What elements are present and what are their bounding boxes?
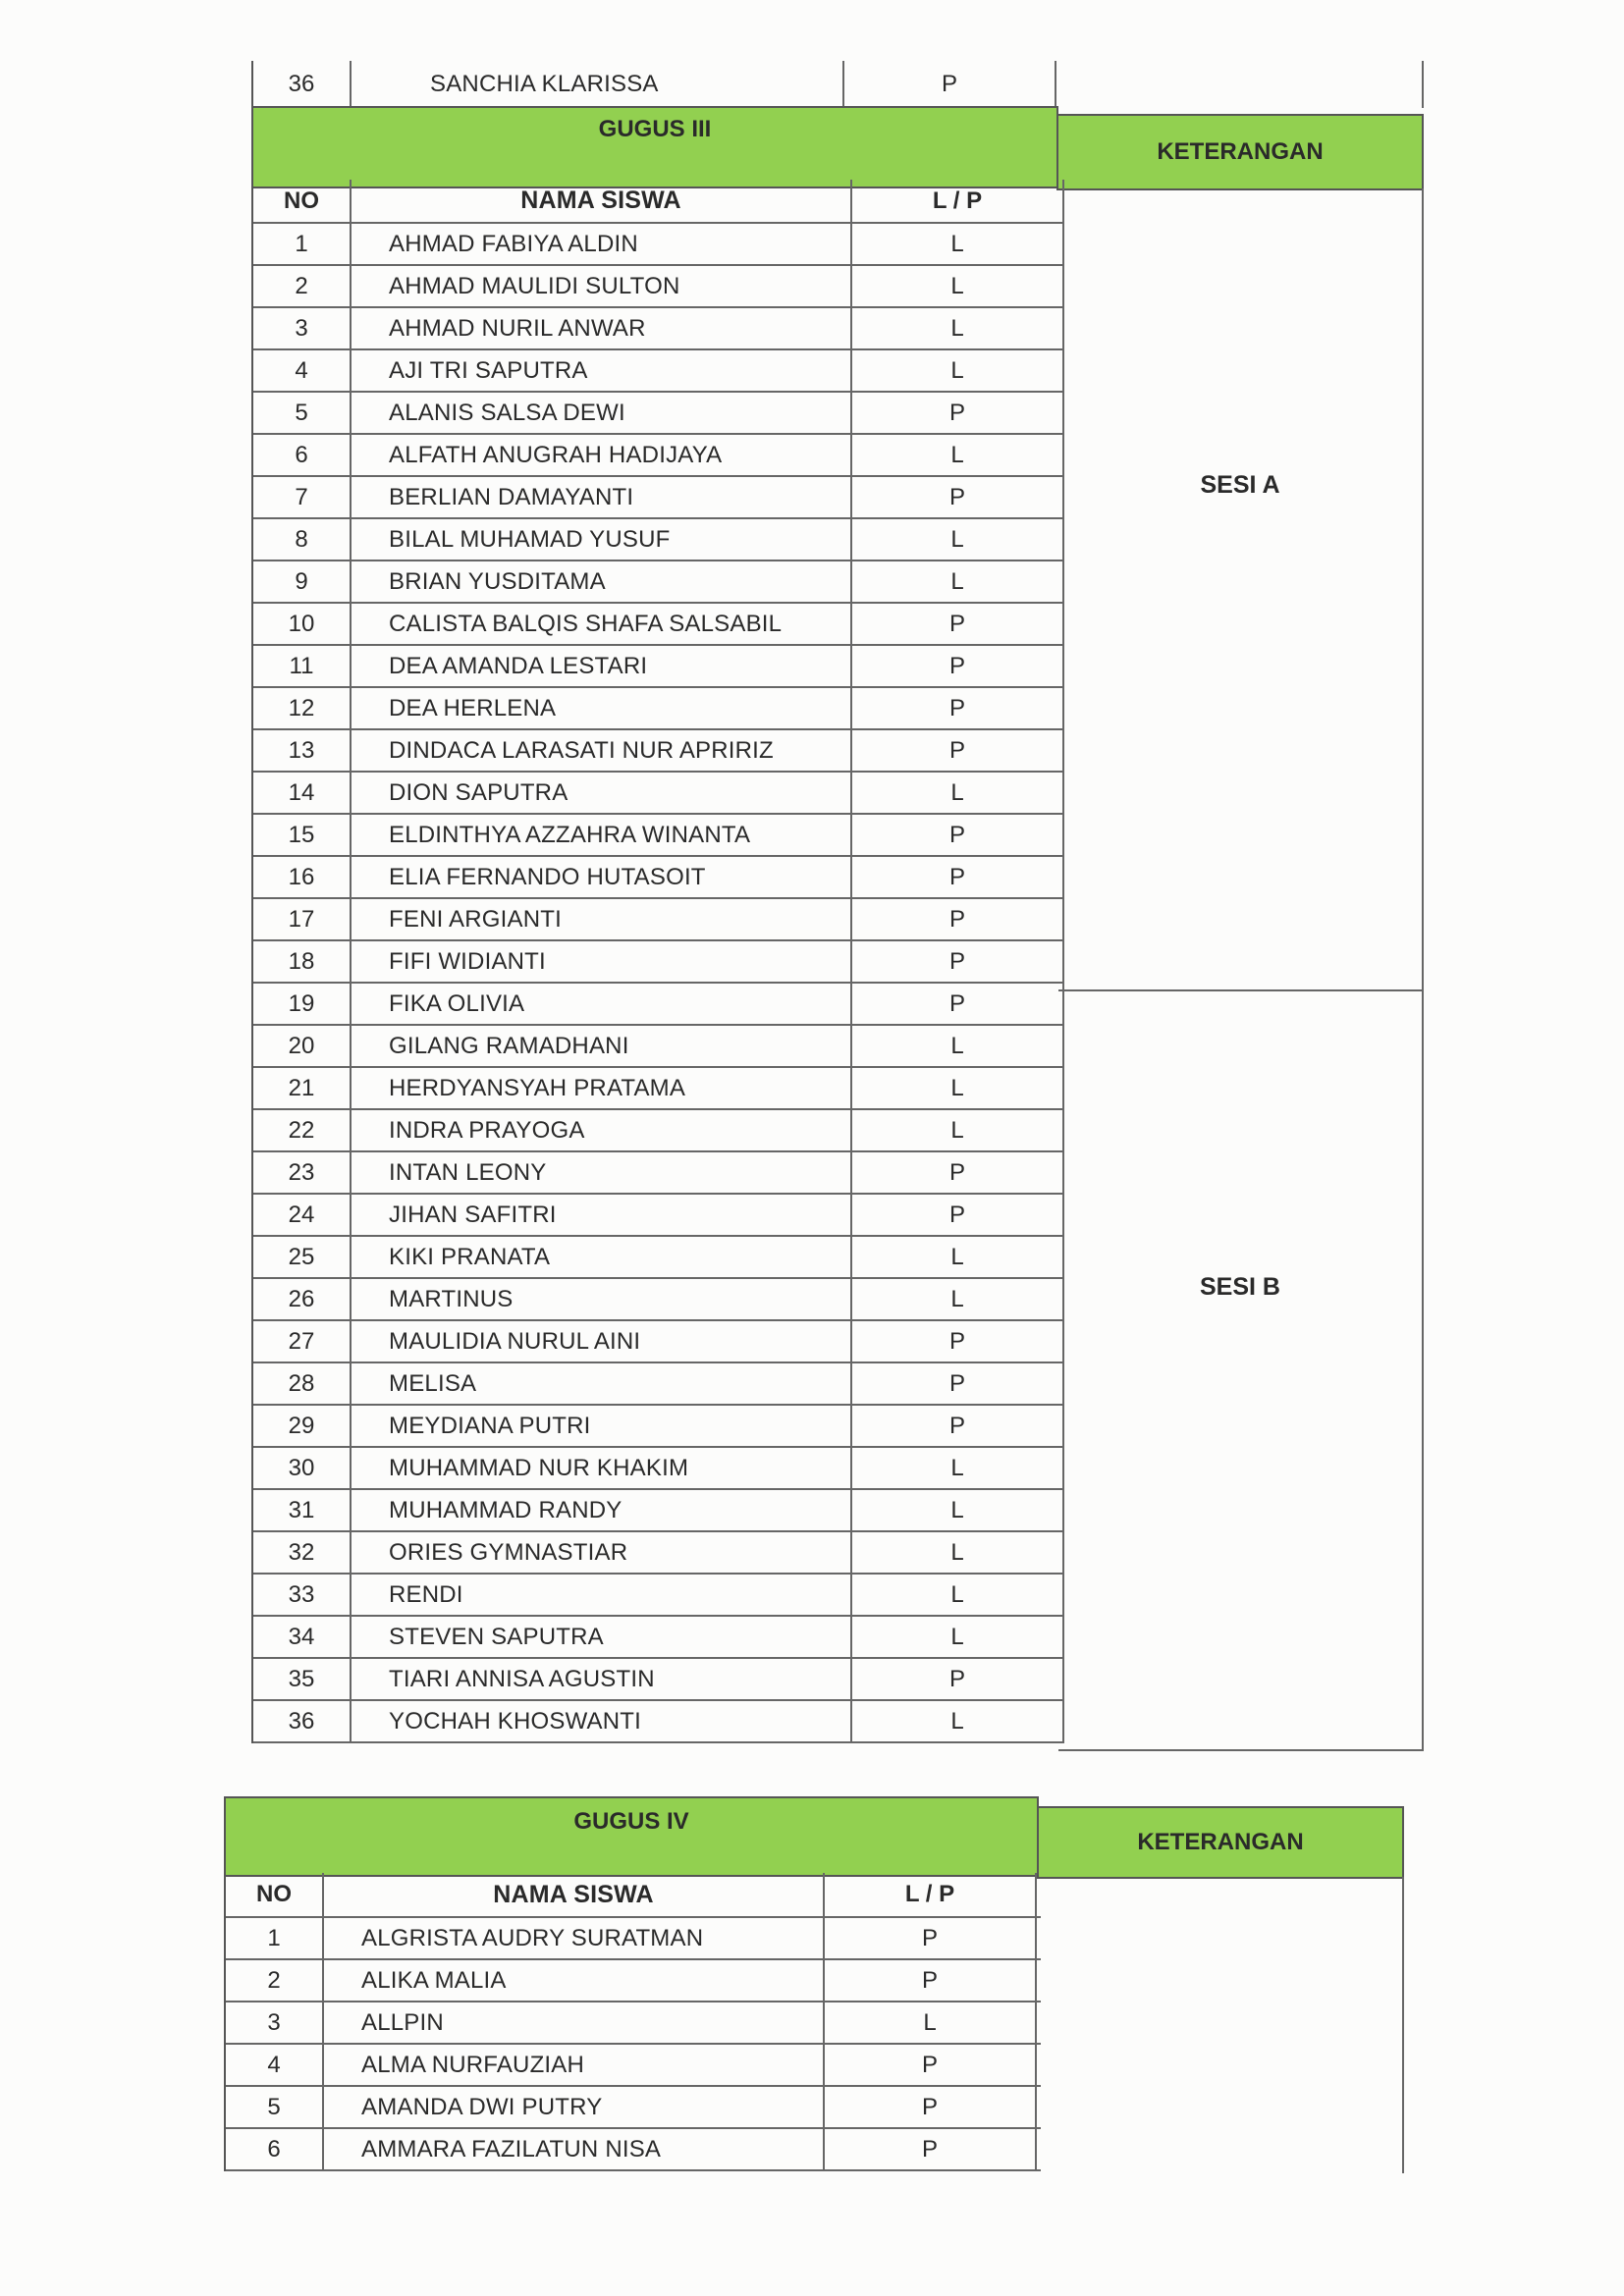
table-row — [253, 393, 1064, 435]
student-name: MUHAMMAD NUR KHAKIM — [352, 1448, 852, 1488]
row-number: 28 — [253, 1363, 352, 1404]
table-row — [253, 435, 1064, 477]
row-number: 20 — [253, 1026, 352, 1066]
gender: P — [852, 604, 1064, 644]
gender: P — [852, 1195, 1064, 1235]
row-number: 6 — [253, 435, 352, 475]
gender: P — [852, 688, 1064, 728]
table-row — [253, 561, 1064, 604]
gender: P — [852, 1406, 1064, 1446]
gugus-iii-keterangan-header — [1056, 114, 1424, 190]
table-row — [253, 604, 1064, 646]
table-row — [253, 1279, 1064, 1321]
table-row — [253, 1448, 1064, 1490]
student-name: FENI ARGIANTI — [352, 899, 852, 939]
row-number: 11 — [253, 646, 352, 686]
student-name: INDRA PRAYOGA — [352, 1110, 852, 1150]
table-row — [253, 1068, 1064, 1110]
gender: P — [825, 2129, 1037, 2169]
row-number: 27 — [253, 1321, 352, 1362]
student-name: ALIKA MALIA — [324, 1960, 825, 2001]
table-row — [226, 2045, 1041, 2087]
col-lp-header: L / P — [852, 180, 1064, 222]
row-number: 2 — [253, 266, 352, 306]
student-name: ALGRISTA AUDRY SURATMAN — [324, 1918, 825, 1958]
student-name: MUHAMMAD RANDY — [352, 1490, 852, 1530]
student-name: ALANIS SALSA DEWI — [352, 393, 852, 433]
gender: L — [825, 2002, 1037, 2043]
student-name: BILAL MUHAMAD YUSUF — [352, 519, 852, 560]
gugus-iv-table — [224, 1873, 1041, 2171]
gender: P — [825, 2087, 1037, 2127]
row-number: 21 — [253, 1068, 352, 1108]
gugus-iii-keterangan-column — [1058, 188, 1424, 1751]
student-name: AHMAD MAULIDI SULTON — [352, 266, 852, 306]
keterangan-label: KETERANGAN — [1157, 138, 1324, 165]
student-name: DEA HERLENA — [352, 688, 852, 728]
gender: P — [852, 730, 1064, 771]
gender: L — [852, 350, 1064, 391]
gender: L — [852, 519, 1064, 560]
student-name: ELIA FERNANDO HUTASOIT — [352, 857, 852, 897]
student-name: HERDYANSYAH PRATAMA — [352, 1068, 852, 1108]
student-name: AMMARA FAZILATUN NISA — [324, 2129, 825, 2169]
table-row — [253, 1659, 1064, 1701]
row-number: 23 — [253, 1152, 352, 1193]
col-no-header: NO — [253, 180, 352, 222]
row-number: 1 — [226, 1918, 324, 1958]
student-name: AMANDA DWI PUTRY — [324, 2087, 825, 2127]
table-header-row — [226, 1873, 1041, 1918]
table-row — [253, 899, 1064, 941]
row-number: 32 — [253, 1532, 352, 1573]
row-number: 9 — [253, 561, 352, 602]
gender: P — [852, 815, 1064, 855]
table-row — [253, 1110, 1064, 1152]
row-number: 19 — [253, 984, 352, 1024]
keterangan-label: KETERANGAN — [1137, 1829, 1304, 1855]
student-name: AHMAD FABIYA ALDIN — [352, 224, 852, 264]
gender: L — [852, 1490, 1064, 1530]
gender: L — [852, 224, 1064, 264]
gender: P — [852, 477, 1064, 517]
gender: L — [852, 1026, 1064, 1066]
table-row — [253, 1490, 1064, 1532]
table-row — [253, 1026, 1064, 1068]
row-number: 30 — [253, 1448, 352, 1488]
gugus-iv-keterangan-column — [1039, 1877, 1404, 2173]
row-number: 15 — [253, 815, 352, 855]
student-name: YOCHAH KHOSWANTI — [352, 1701, 852, 1741]
row-number: 14 — [253, 773, 352, 813]
table-row — [253, 1152, 1064, 1195]
table-row — [253, 1701, 1064, 1743]
carryover-row — [251, 61, 1426, 108]
row-number: 3 — [253, 308, 352, 348]
gender: L — [852, 1110, 1064, 1150]
student-name: INTAN LEONY — [352, 1152, 852, 1193]
student-name: MEYDIANA PUTRI — [352, 1406, 852, 1446]
sesi-a-cell — [1058, 188, 1422, 991]
row-number: 31 — [253, 1490, 352, 1530]
gender: P — [852, 984, 1064, 1024]
student-name: FIFI WIDIANTI — [352, 941, 852, 982]
table-row — [253, 730, 1064, 773]
student-name: BRIAN YUSDITAMA — [352, 561, 852, 602]
row-number: 4 — [226, 2045, 324, 2085]
gugus-iv-title-text: GUGUS IV — [573, 1808, 689, 1835]
student-name: TIARI ANNISA AGUSTIN — [352, 1659, 852, 1699]
table-row — [253, 1195, 1064, 1237]
row-number: 18 — [253, 941, 352, 982]
student-name: STEVEN SAPUTRA — [352, 1617, 852, 1657]
student-name: FIKA OLIVIA — [352, 984, 852, 1024]
table-row — [253, 1406, 1064, 1448]
student-name: MELISA — [352, 1363, 852, 1404]
table-row — [226, 1918, 1041, 1960]
table-row — [253, 857, 1064, 899]
table-row — [253, 224, 1064, 266]
table-row — [253, 1321, 1064, 1363]
table-row — [253, 477, 1064, 519]
row-number: 16 — [253, 857, 352, 897]
table-row — [253, 1237, 1064, 1279]
row-number: 7 — [253, 477, 352, 517]
student-name: RENDI — [352, 1575, 852, 1615]
col-name-header: NAMA SISWA — [352, 180, 852, 222]
student-name: ALLPIN — [324, 2002, 825, 2043]
student-name: ELDINTHYA AZZAHRA WINANTA — [352, 815, 852, 855]
row-number: 12 — [253, 688, 352, 728]
col-no-header: NO — [226, 1873, 324, 1916]
gugus-iii-title-text: GUGUS III — [598, 116, 712, 142]
table-row — [253, 984, 1064, 1026]
student-name: MARTINUS — [352, 1279, 852, 1319]
row-number: 13 — [253, 730, 352, 771]
student-name: ORIES GYMNASTIAR — [352, 1532, 852, 1573]
gender: P — [825, 1918, 1037, 1958]
row-number: 6 — [226, 2129, 324, 2169]
row-number: 1 — [253, 224, 352, 264]
student-name: CALISTA BALQIS SHAFA SALSABIL — [352, 604, 852, 644]
table-row — [226, 1960, 1041, 2002]
table-row — [253, 773, 1064, 815]
table-header-row — [253, 180, 1064, 224]
row-number: 5 — [226, 2087, 324, 2127]
table-row — [253, 1617, 1064, 1659]
table-row — [253, 308, 1064, 350]
student-name: DEA AMANDA LESTARI — [352, 646, 852, 686]
gender: P — [852, 1321, 1064, 1362]
row-number: 35 — [253, 1659, 352, 1699]
gender: L — [852, 308, 1064, 348]
gender: L — [852, 773, 1064, 813]
row-number: 36 — [253, 1701, 352, 1741]
table-row — [253, 1575, 1064, 1617]
row-number: 8 — [253, 519, 352, 560]
gender: L — [852, 1068, 1064, 1108]
row-number: 33 — [253, 1575, 352, 1615]
table-row — [226, 2087, 1041, 2129]
row-number: 25 — [253, 1237, 352, 1277]
gugus-iii-title — [251, 106, 1058, 188]
gugus-iv-title — [224, 1796, 1039, 1877]
gender: P — [852, 1152, 1064, 1193]
row-number: 34 — [253, 1617, 352, 1657]
gender: P — [852, 1659, 1064, 1699]
gender: P — [852, 899, 1064, 939]
col-lp-header: L / P — [825, 1873, 1037, 1916]
student-name: JIHAN SAFITRI — [352, 1195, 852, 1235]
gender: L — [852, 1701, 1064, 1741]
student-name: ALFATH ANUGRAH HADIJAYA — [352, 435, 852, 475]
table-row — [226, 2129, 1041, 2171]
student-name: SANCHIA KLARISSA — [352, 61, 844, 108]
gender: P — [825, 1960, 1037, 2001]
student-name: AHMAD NURIL ANWAR — [352, 308, 852, 348]
table-row — [253, 1532, 1064, 1575]
table-row — [253, 519, 1064, 561]
row-number: 17 — [253, 899, 352, 939]
student-name: ALMA NURFAUZIAH — [324, 2045, 825, 2085]
student-name: DINDACA LARASATI NUR APRIRIZ — [352, 730, 852, 771]
student-name: MAULIDIA NURUL AINI — [352, 1321, 852, 1362]
table-row — [253, 941, 1064, 984]
gender: L — [852, 1448, 1064, 1488]
gender: L — [852, 1575, 1064, 1615]
col-name-header: NAMA SISWA — [324, 1873, 825, 1916]
student-name: KIKI PRANATA — [352, 1237, 852, 1277]
gender: L — [852, 1279, 1064, 1319]
student-name: BERLIAN DAMAYANTI — [352, 477, 852, 517]
row-number: 3 — [226, 2002, 324, 2043]
row-number: 26 — [253, 1279, 352, 1319]
sesi-b-cell — [1058, 991, 1422, 1751]
row-number: 24 — [253, 1195, 352, 1235]
student-name: GILANG RAMADHANI — [352, 1026, 852, 1066]
table-row — [253, 1363, 1064, 1406]
gender: L — [852, 561, 1064, 602]
gender: P — [844, 61, 1056, 108]
sesi-a-label: SESI A — [1200, 470, 1280, 499]
row-number: 5 — [253, 393, 352, 433]
row-number: 2 — [226, 1960, 324, 2001]
gugus-iii-table — [251, 180, 1064, 1743]
gender: P — [852, 393, 1064, 433]
gender: P — [852, 857, 1064, 897]
row-number: 10 — [253, 604, 352, 644]
row-number: 29 — [253, 1406, 352, 1446]
gender: P — [852, 646, 1064, 686]
row-number: 4 — [253, 350, 352, 391]
row-number: 36 — [253, 61, 352, 108]
table-row — [253, 350, 1064, 393]
gender: L — [852, 1532, 1064, 1573]
gugus-iv-keterangan-header — [1037, 1806, 1404, 1879]
gender: P — [852, 941, 1064, 982]
table-row — [253, 815, 1064, 857]
gender: L — [852, 266, 1064, 306]
gender: L — [852, 1617, 1064, 1657]
table-row — [253, 266, 1064, 308]
gender: P — [852, 1363, 1064, 1404]
row-number: 22 — [253, 1110, 352, 1150]
table-row — [253, 688, 1064, 730]
student-name: DION SAPUTRA — [352, 773, 852, 813]
gender: P — [825, 2045, 1037, 2085]
sesi-b-label: SESI B — [1200, 1272, 1280, 1301]
table-row — [226, 2002, 1041, 2045]
gender: L — [852, 435, 1064, 475]
student-name: AJI TRI SAPUTRA — [352, 350, 852, 391]
gender: L — [852, 1237, 1064, 1277]
table-row — [253, 646, 1064, 688]
